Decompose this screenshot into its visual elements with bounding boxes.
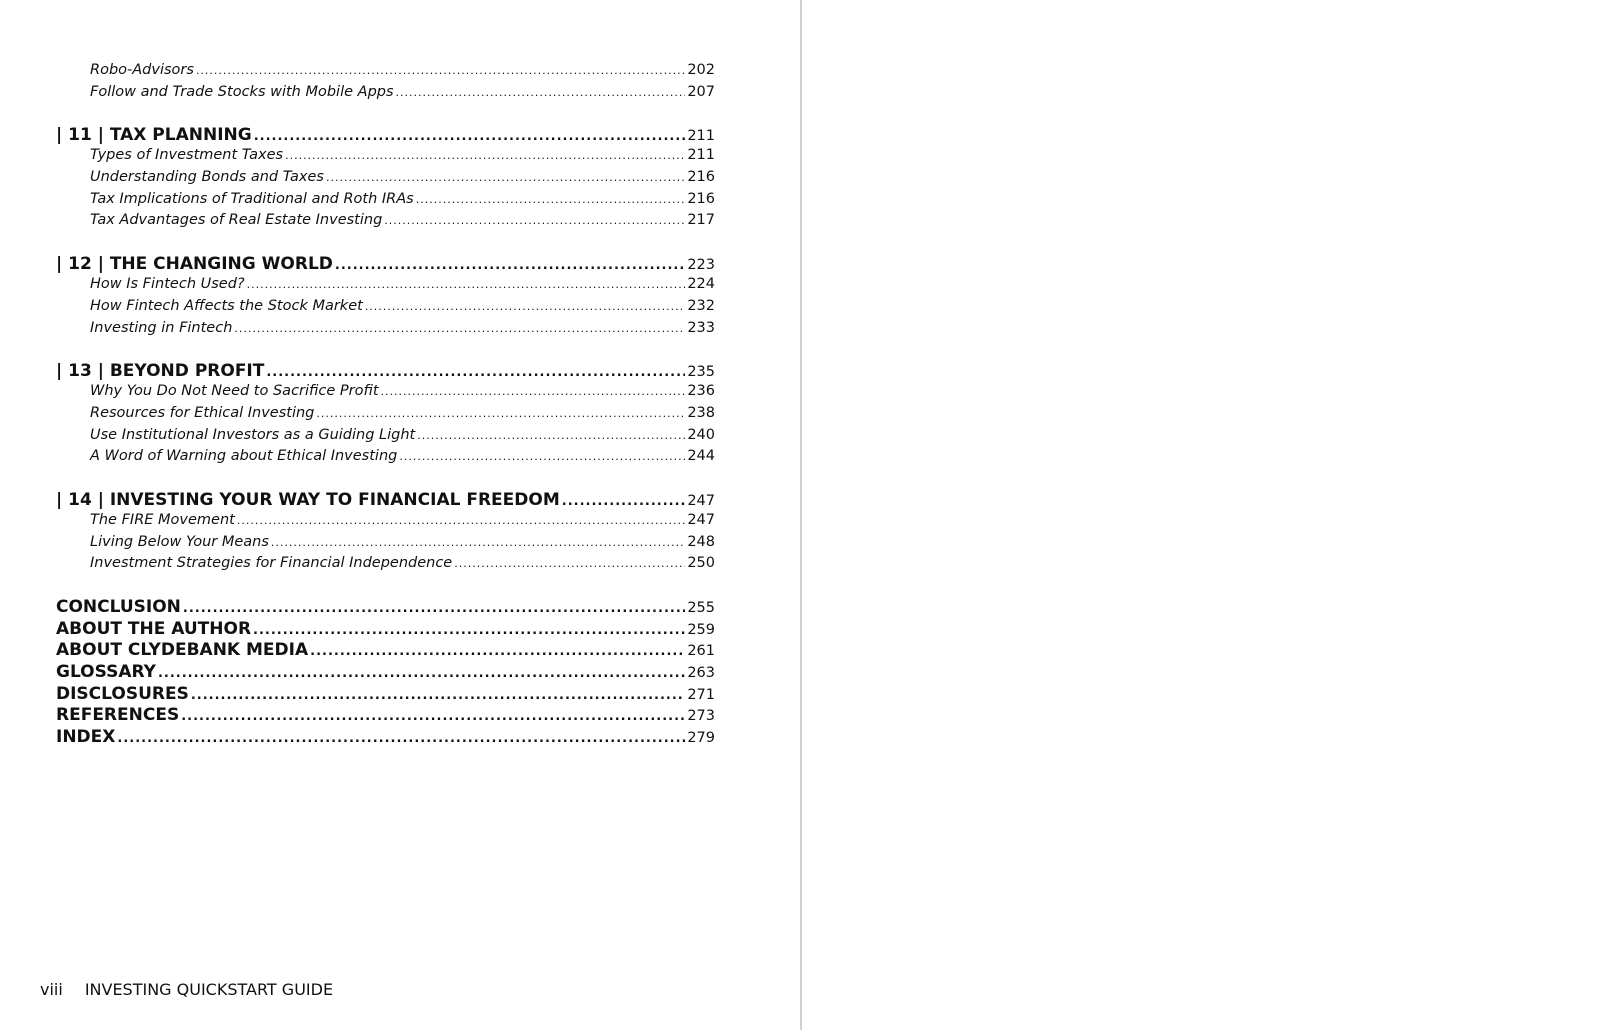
dot-leader bbox=[266, 365, 685, 380]
toc-entry[interactable] bbox=[56, 383, 715, 405]
toc-entry[interactable] bbox=[56, 448, 715, 470]
toc-entry-title: Robo-Advisors bbox=[90, 62, 194, 78]
footer-page-number: viii bbox=[40, 980, 63, 999]
dot-leader bbox=[562, 494, 686, 509]
dot-leader bbox=[271, 536, 685, 549]
toc-chapter-13[interactable] bbox=[56, 361, 715, 383]
toc-entry[interactable] bbox=[56, 169, 715, 191]
toc-entry-title: Living Below Your Means bbox=[90, 533, 269, 550]
chapter-title: | 11 | TAX PLANNING bbox=[56, 125, 252, 146]
toc-entry[interactable] bbox=[56, 512, 715, 534]
toc-entry-title: Tax Implications of Traditional and Roth IRAs bbox=[90, 190, 414, 207]
dot-leader bbox=[117, 731, 685, 746]
toc-entry-page: 247 bbox=[687, 511, 715, 528]
dot-leader bbox=[253, 623, 685, 638]
toc-entry-page: 202 bbox=[687, 62, 715, 78]
toc-entry-page: 244 bbox=[687, 448, 715, 465]
toc-conclusion[interactable] bbox=[56, 597, 715, 619]
dot-leader bbox=[191, 688, 685, 703]
toc-entry-page: 233 bbox=[687, 319, 715, 336]
back-matter-page: 263 bbox=[687, 665, 715, 682]
toc-entry-title: Follow and Trade Stocks with Mobile Apps bbox=[90, 83, 394, 100]
dot-leader bbox=[316, 407, 685, 420]
toc-entry-title: Tax Advantages of Real Estate Investing bbox=[90, 212, 383, 229]
toc-entry[interactable] bbox=[56, 62, 715, 84]
toc-entry-title: A Word of Warning about Ethical Investing bbox=[90, 448, 398, 465]
back-matter-title: DISCLOSURES bbox=[56, 683, 189, 704]
footer-book-title: INVESTING QUICKSTART GUIDE bbox=[84, 980, 334, 999]
toc-entry[interactable] bbox=[56, 84, 715, 106]
toc-chapter-11[interactable] bbox=[56, 125, 715, 147]
toc-entry-page: 216 bbox=[687, 169, 715, 186]
toc-entry-title: Use Institutional Investors as a Guiding Light bbox=[90, 426, 416, 443]
page-footer bbox=[40, 980, 333, 999]
toc-entry-title: The FIRE Movement bbox=[90, 511, 235, 528]
toc-entry[interactable] bbox=[56, 320, 715, 342]
back-matter-page: 271 bbox=[687, 686, 715, 703]
back-matter-title: ABOUT THE AUTHOR bbox=[56, 618, 252, 639]
toc-about-author[interactable] bbox=[56, 619, 715, 641]
dot-leader bbox=[454, 557, 685, 570]
dot-leader bbox=[335, 258, 685, 273]
back-matter-page: 273 bbox=[687, 708, 715, 725]
toc-entry-page: 248 bbox=[687, 533, 715, 550]
chapter-page: 247 bbox=[687, 492, 715, 509]
toc-disclosures[interactable] bbox=[56, 684, 715, 706]
toc-entry[interactable] bbox=[56, 427, 715, 449]
toc-chapter-14[interactable] bbox=[56, 490, 715, 512]
toc-entry-page: 211 bbox=[687, 147, 715, 164]
toc-entry-page: 217 bbox=[687, 212, 715, 229]
toc-entry[interactable] bbox=[56, 276, 715, 298]
dot-leader bbox=[285, 149, 685, 162]
toc-chapter-12[interactable] bbox=[56, 254, 715, 276]
toc-entry-page: 232 bbox=[687, 297, 715, 314]
back-matter-title: ABOUT CLYDEBANK MEDIA bbox=[56, 640, 309, 661]
dot-leader bbox=[247, 278, 686, 291]
dot-leader bbox=[310, 644, 685, 659]
dot-leader bbox=[237, 514, 685, 527]
toc-entry[interactable] bbox=[56, 298, 715, 320]
toc-entry-title: Investment Strategies for Financial Independence bbox=[90, 555, 453, 572]
chapter-page: 235 bbox=[687, 364, 715, 381]
toc-entry-title: Why You Do Not Need to Sacrifice Profit bbox=[90, 383, 379, 400]
toc-entry-title: Understanding Bonds and Taxes bbox=[90, 169, 324, 186]
back-matter-title: INDEX bbox=[56, 727, 116, 748]
toc-entry-page: 238 bbox=[687, 404, 715, 421]
back-matter-title: REFERENCES bbox=[56, 705, 180, 726]
table-of-contents bbox=[56, 62, 715, 749]
toc-entry[interactable] bbox=[56, 405, 715, 427]
toc-entry-page: 216 bbox=[687, 190, 715, 207]
toc-entry-page: 224 bbox=[687, 276, 715, 293]
toc-entry-title: Investing in Fintech bbox=[90, 319, 233, 336]
right-page-blank bbox=[802, 0, 1600, 1030]
dot-leader bbox=[381, 385, 686, 398]
toc-entry[interactable] bbox=[56, 191, 715, 213]
toc-entry-title: How Is Fintech Used? bbox=[90, 276, 245, 293]
toc-entry[interactable] bbox=[56, 212, 715, 234]
toc-entry[interactable] bbox=[56, 555, 715, 577]
toc-entry-page: 250 bbox=[687, 555, 715, 572]
toc-entry-page: 240 bbox=[687, 426, 715, 443]
toc-entry[interactable] bbox=[56, 147, 715, 169]
dot-leader bbox=[384, 214, 685, 227]
dot-leader bbox=[417, 429, 685, 442]
dot-leader bbox=[183, 601, 685, 616]
chapter-page: 223 bbox=[687, 257, 715, 274]
toc-entry-page: 207 bbox=[687, 83, 715, 100]
dot-leader bbox=[158, 666, 685, 681]
toc-entry-title: Resources for Ethical Investing bbox=[90, 404, 315, 421]
chapter-page: 211 bbox=[687, 128, 715, 145]
toc-entry-title: How Fintech Affects the Stock Market bbox=[90, 297, 363, 314]
back-matter-page: 255 bbox=[687, 600, 715, 616]
dot-leader bbox=[196, 64, 685, 77]
toc-index[interactable] bbox=[56, 727, 715, 749]
back-matter-page: 261 bbox=[687, 643, 715, 660]
chapter-title: | 14 | INVESTING YOUR WAY TO FINANCIAL FREEDOM bbox=[56, 489, 560, 510]
chapter-title: | 13 | BEYOND PROFIT bbox=[56, 361, 265, 382]
chapter-title: | 12 | THE CHANGING WORLD bbox=[56, 254, 333, 275]
toc-references[interactable] bbox=[56, 705, 715, 727]
dot-leader bbox=[416, 193, 686, 206]
back-matter-title: GLOSSARY bbox=[56, 662, 156, 683]
dot-leader bbox=[399, 450, 685, 463]
back-matter-title: CONCLUSION bbox=[56, 597, 181, 617]
dot-leader bbox=[254, 129, 686, 144]
dot-leader bbox=[234, 322, 685, 335]
back-matter-page: 279 bbox=[687, 730, 715, 747]
dot-leader bbox=[181, 709, 685, 724]
dot-leader bbox=[365, 300, 686, 313]
dot-leader bbox=[326, 171, 685, 184]
toc-about-clydebank[interactable] bbox=[56, 640, 715, 662]
toc-entry-title: Types of Investment Taxes bbox=[90, 147, 284, 164]
back-matter-page: 259 bbox=[687, 621, 715, 638]
toc-entry-page: 236 bbox=[687, 383, 715, 400]
toc-glossary[interactable] bbox=[56, 662, 715, 684]
dot-leader bbox=[396, 86, 686, 99]
toc-entry[interactable] bbox=[56, 534, 715, 556]
